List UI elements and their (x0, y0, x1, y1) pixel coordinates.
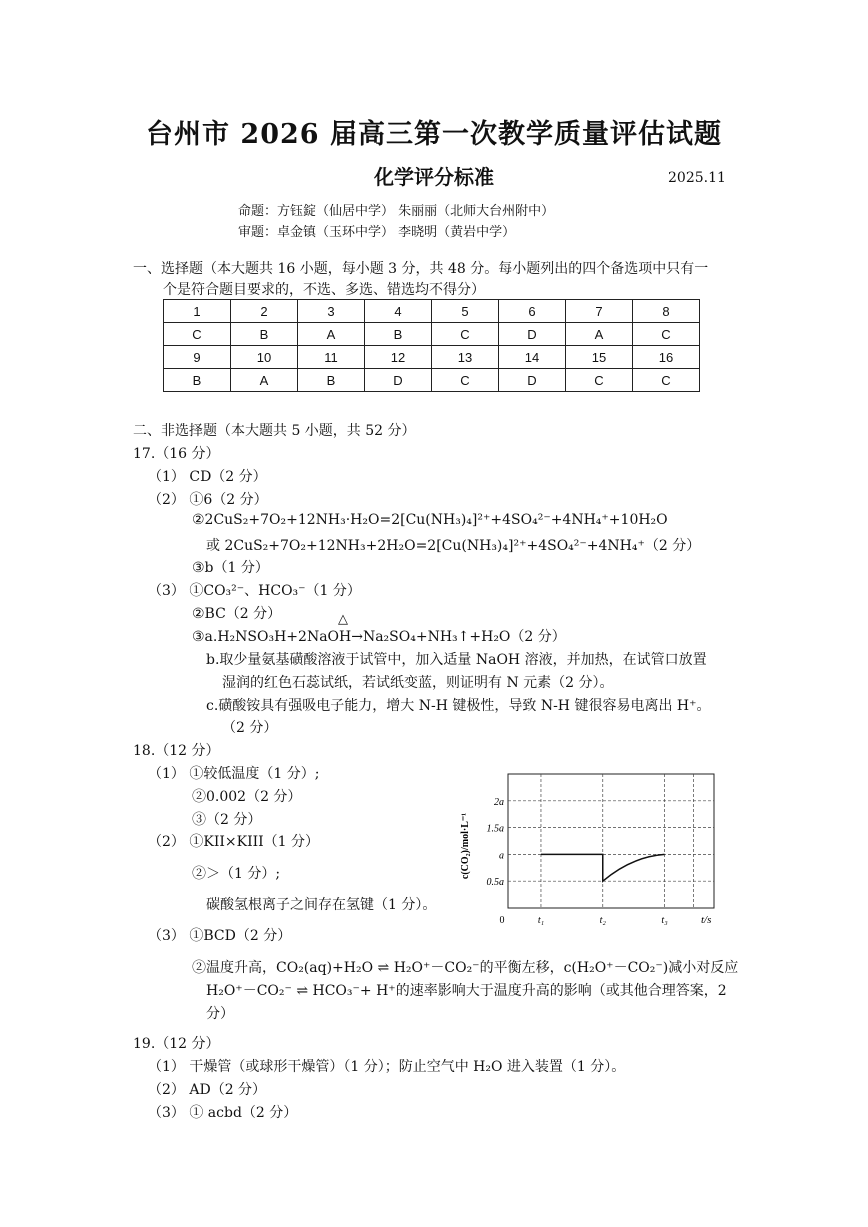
question-number-cell: 6 (499, 300, 566, 323)
answer-table (163, 299, 700, 392)
q17-line: （2） ①6（2 分） (148, 492, 268, 508)
y-tick-label: 1.5a (486, 823, 504, 835)
answer-cell: B (164, 369, 231, 392)
section1-heading: 一、选择题（本大题共 16 小题，每小题 3 分，共 48 分。每小题列出的四个备选项中只有一 (133, 261, 709, 277)
x-axis-label: t/s (701, 914, 712, 926)
question-number-cell: 7 (566, 300, 633, 323)
q18-line: ③（2 分） (192, 812, 262, 828)
x-tick-label: 0 (499, 915, 505, 926)
answer-cell: B (231, 323, 298, 346)
q17-line: ②2CuS₂+7O₂+12NH₃·H₂O=2[Cu(NH₃)₄]²⁺+4SO₄²⁻+4NH₄⁺+10H₂O (192, 512, 668, 528)
q18-line: （3） ①BCD（2 分） (148, 928, 292, 944)
q17-line: c.磺酸铵具有强吸电子能力，增大 N-H 键极性，导致 N-H 键很容易电离出 H⁺。 (206, 698, 711, 714)
q19-line: （2） AD（2 分） (148, 1082, 267, 1098)
q18-line: （1） ①较低温度（1 分）; (148, 766, 320, 782)
q17-line: b.取少量氨基磺酸溶液于试管中，加入适量 NaOH 溶液，并加热，在试管口放置 (206, 652, 707, 668)
question-number-cell: 3 (298, 300, 365, 323)
y-tick-label: a (499, 850, 504, 862)
question-number-cell: 13 (432, 346, 499, 369)
answer-cell: C (164, 323, 231, 346)
answer-row (164, 369, 700, 392)
q18-line: H₂O⁺－CO₂⁻ ⇌ HCO₃⁻+ H⁺的速率影响大于温度升高的影响（或其他合理答案，2 (206, 983, 727, 999)
y-tick-label: 0.5a (486, 877, 504, 889)
question-number-cell: 1 (164, 300, 231, 323)
question-number-row (164, 300, 700, 323)
answer-cell: D (499, 323, 566, 346)
page-title: 台州市 2026 届高三第一次教学质量评估试题 (146, 119, 722, 150)
question-number-cell: 10 (231, 346, 298, 369)
q18-line: ②0.002（2 分） (192, 789, 302, 805)
question-number-row (164, 346, 700, 369)
x-tick-label: t₃ (661, 915, 668, 926)
q17-line: ②BC（2 分） (192, 606, 282, 622)
x-tick-label: t₂ (599, 915, 606, 926)
q18-line: ②温度升高，CO₂(aq)+H₂O ⇌ H₂O⁺－CO₂⁻的平衡左移，c(H₂O⁺－CO₂⁻)减小对反应 (192, 960, 739, 976)
answer-cell: A (298, 323, 365, 346)
credit-reviewers: 审题：卓金镇（玉环中学） 李晓明（黄岩中学） (238, 225, 516, 240)
question-number-cell: 9 (164, 346, 231, 369)
co2-concentration-chart (456, 766, 726, 931)
answer-row (164, 323, 700, 346)
answer-cell: D (365, 369, 432, 392)
question-number-cell: 8 (633, 300, 700, 323)
question-number-cell: 2 (231, 300, 298, 323)
answer-cell: C (566, 369, 633, 392)
q19-heading: 19.（12 分） (133, 1036, 220, 1052)
question-number-cell: 4 (365, 300, 432, 323)
answer-cell: B (298, 369, 365, 392)
question-number-cell: 14 (499, 346, 566, 369)
q17-heading: 17.（16 分） (133, 446, 220, 462)
q18-heading: 18.（12 分） (133, 743, 220, 759)
q18-line: （2） ①KII×KIII（1 分） (148, 834, 320, 850)
section1-heading-cont: 个是符合题目要求的，不选、多选、错选均不得分） (163, 282, 485, 298)
q18-line: ②＞（1 分）; (192, 866, 281, 882)
answer-cell: B (365, 323, 432, 346)
question-number-cell: 12 (365, 346, 432, 369)
q17-line: （2 分） (222, 720, 278, 736)
q17-line: （1） CD（2 分） (148, 469, 267, 485)
page-subtitle: 化学评分标准 (374, 165, 494, 189)
question-number-cell: 5 (432, 300, 499, 323)
q17-line: （3） ①CO₃²⁻、HCO₃⁻（1 分） (148, 583, 361, 599)
q19-line: （1） 干燥管（或球形干燥管）（1 分）；防止空气中 H₂O 进入装置（1 分）。 (148, 1059, 626, 1075)
answer-cell: C (432, 369, 499, 392)
credit-setters: 命题：方钰錠（仙居中学） 朱丽丽（北师大台州附中） (238, 204, 555, 219)
answer-cell: A (231, 369, 298, 392)
question-number-cell: 11 (298, 346, 365, 369)
section2-heading: 二、非选择题（本大题共 5 小题，共 52 分） (133, 423, 416, 439)
exam-date: 2025.11 (668, 170, 726, 186)
q17-line: 湿润的红色石蕊试纸，若试纸变蓝，则证明有 N 元素（2 分）。 (222, 675, 614, 691)
x-tick-label: t₁ (537, 915, 545, 926)
q18-line: 碳酸氢根离子之间存在氢键（1 分）。 (206, 897, 437, 913)
q19-line: （3） ① acbd（2 分） (148, 1105, 298, 1121)
answer-cell: A (566, 323, 633, 346)
series-line (541, 854, 665, 881)
q17-line: ③a.H₂NSO₃H+2NaOH→Na₂SO₄+NH₃↑+H₂O（2 分） (192, 629, 566, 645)
heat-symbol: △ (338, 612, 348, 627)
q18-line: 分） (206, 1006, 234, 1022)
answer-cell: C (633, 369, 700, 392)
q17-line: 或 2CuS₂+7O₂+12NH₃+2H₂O=2[Cu(NH₃)₄]²⁺+4SO₄²⁻+4NH₄⁺（2 分） (206, 538, 701, 554)
q17-line: ③b（1 分） (192, 560, 269, 576)
answer-cell: C (633, 323, 700, 346)
question-number-cell: 15 (566, 346, 633, 369)
y-tick-label: 2a (494, 796, 504, 808)
plot-frame (508, 774, 714, 908)
question-number-cell: 16 (633, 346, 700, 369)
y-axis-label: c(CO₂)/mol·L⁻¹ (460, 812, 471, 880)
answer-cell: D (499, 369, 566, 392)
answer-cell: C (432, 323, 499, 346)
